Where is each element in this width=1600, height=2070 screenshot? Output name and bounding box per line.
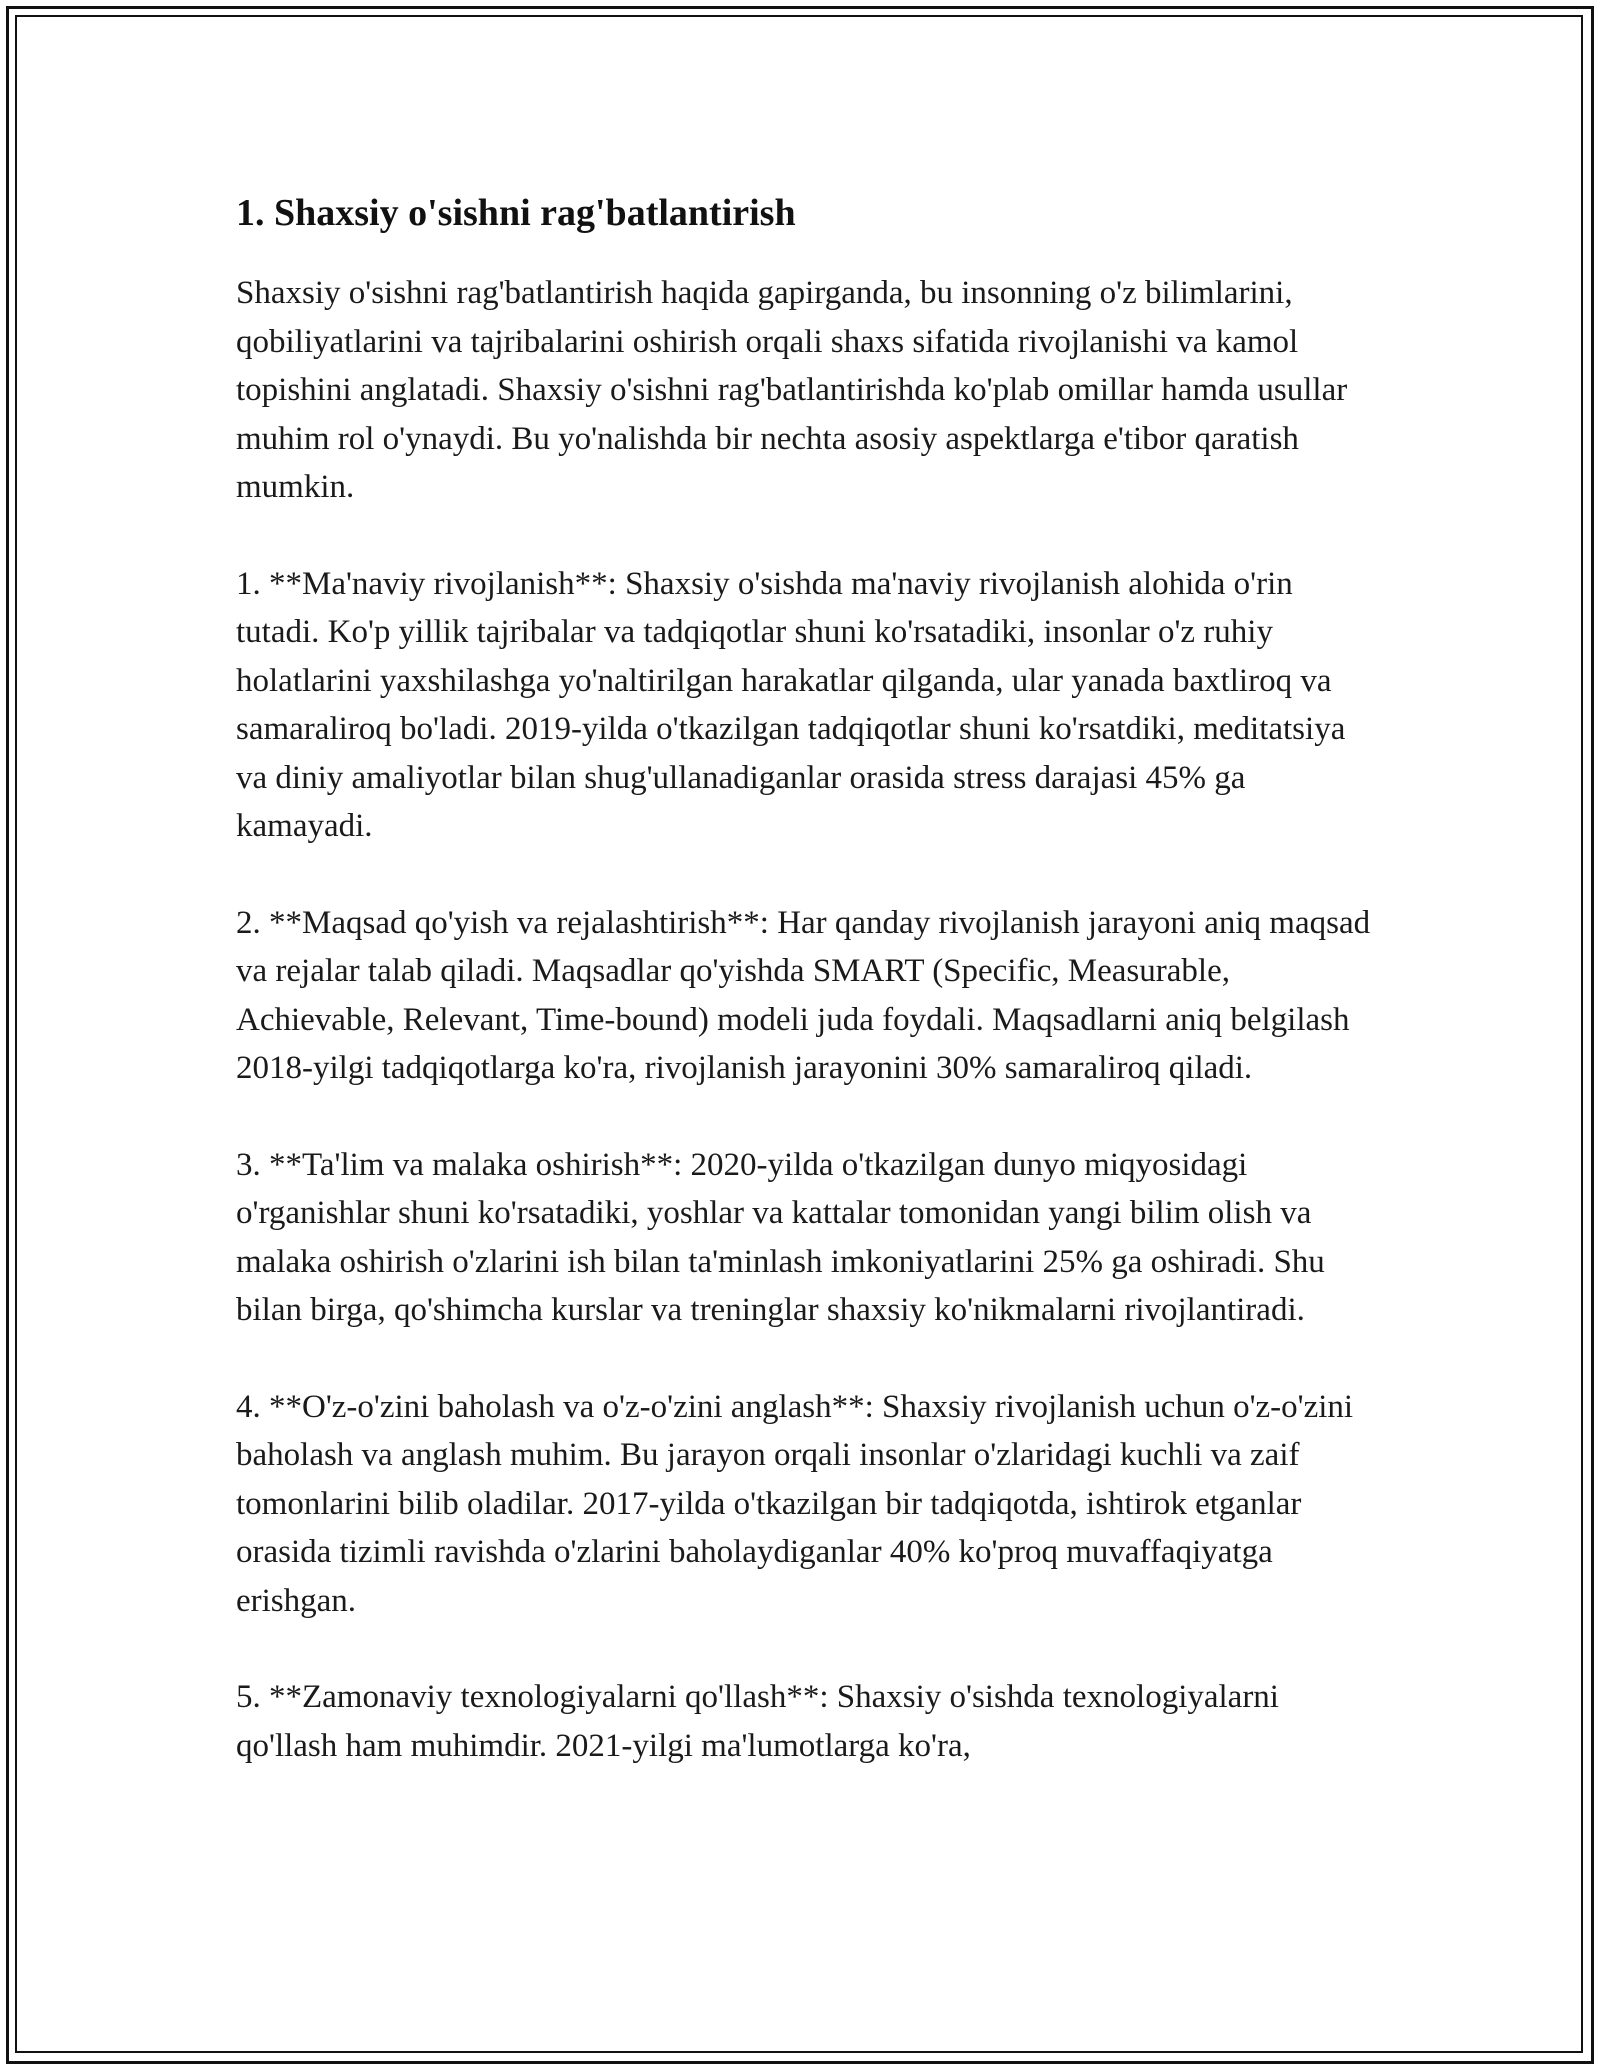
paragraph-modern-technologies: 5. **Zamonaviy texnologiyalarni qo'llash**: Shaxsiy o'sishda texnologiyalarni qo'llash ham muhimdir. 2021-yilgi ma'lumotlarga ko'ra, [236,1679,1279,1764]
section-heading: 1. Shaxsiy o'sishni rag'batlantirish [236,192,796,234]
paragraph-self-assessment: 4. **O'z-o'zini baholash va o'z-o'zini anglash**: Shaxsiy rivojlanish uchun o'z-o'zini baholash va anglash muhim. Bu jarayon orqali insonlar o'zlaridagi kuchli va zaif tomonlarini bilib oladilar. 2017-yilda o'tkazilgan bir tadqiqotda, ishtirok etganlar orasida tizimli ravishda o'zlarini baholaydiganlar 40% ko'proq muvaffaqiyatga erishgan. [236,1388,1354,1619]
paragraph-goal-setting: 2. **Maqsad qo'yish va rejalashtirish**: Har qanday rivojlanish jarayoni aniq maqsad va rejalar talab qiladi. Maqsadlar qo'yishda SMART (Specific, Measurable, Achievable, Relevant, Time-bound) modeli juda foydali. Maqsadlarni aniq belgilash 2018-yilgi tadqiqotlarga ko'ra, rivojlanish jarayonini 30% samaraliroq qiladi. [236,904,1371,1086]
paragraph-education-training: 3. **Ta'lim va malaka oshirish**: 2020-yilda o'tkazilgan dunyo miqyosidagi o'rganishlar shuni ko'rsatadiki, yoshlar va kattalar tomonidan yangi bilim olish va malaka oshirish o'zlarini ish bilan ta'minlash imkoniyatlarini 25% ga oshiradi. Shu bilan birga, qo'shimcha kurslar va treninglar shaxsiy ko'nikmalarni rivojlantiradi. [236,1146,1325,1328]
document-body [236,185,1376,1818]
paragraph-spiritual-development: 1. **Ma'naviy rivojlanish**: Shaxsiy o'sishda ma'naviy rivojlanish alohida o'rin tutadi. Ko'p yillik tajribalar va tadqiqotlar shuni ko'rsatadiki, insonlar o'z ruhiy holatlarini yaxshilashga yo'naltirilgan harakatlar qilganda, ular yanada baxtliroq va samaraliroq bo'ladi. 2019-yilda o'tkazilgan tadqiqotlar shuni ko'rsatdiki, meditatsiya va diniy amaliyotlar bilan shug'ullanadiganlar orasida stress darajasi 45% ga kamayadi. [236,565,1346,844]
intro-paragraph: Shaxsiy o'sishni rag'batlantirish haqida gapirganda, bu insonning o'z bilimlarini, qobiliyatlarini va tajribalarini oshirish orqali shaxs sifatida rivojlanishi va kamol topishini anglatadi. Shaxsiy o'sishni rag'batlantirishda ko'plab omillar hamda usullar muhim rol o'ynaydi. Bu yo'nalishda bir nechta asosiy aspektlarga e'tibor qaratish mumkin. [236,275,1348,505]
